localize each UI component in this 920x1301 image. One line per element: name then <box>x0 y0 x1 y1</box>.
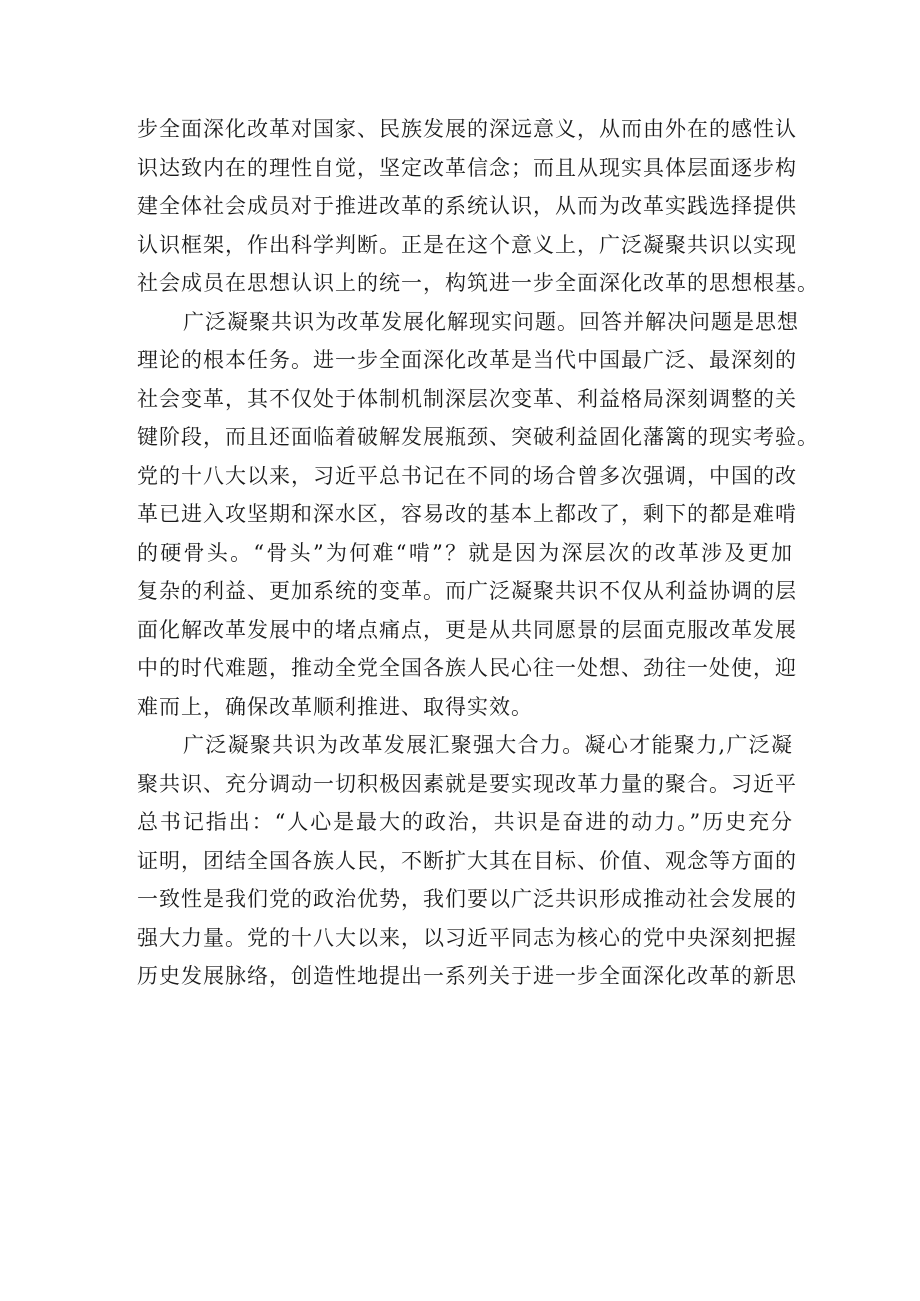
text-line: 中的时代难题，推动全党全国各族人民心往一处想、劲往一处使，迎 <box>137 656 797 680</box>
text-line: 革已进入攻坚期和深水区，容易改的基本上都改了，剩下的都是难啃 <box>137 502 797 526</box>
text-line: 聚共识、充分调动一切积极因素就是要实现改革力量的聚合。习近平 <box>137 771 797 796</box>
text-line: 键阶段，而且还面临着破解发展瓶颈、突破利益固化藩篱的现实考验。 <box>137 425 819 449</box>
text-line: 理论的根本任务。进一步全面深化改革是当代中国最广泛、最深刻的 <box>137 348 797 372</box>
text-line: 难而上，确保改革顺利推进、取得实效。 <box>137 694 533 719</box>
text-line: 总书记指出：“人心是最大的政治，共识是奋进的动力。”历史充分 <box>137 810 793 834</box>
text-line: 强大力量。党的十八大以来，以习近平同志为核心的党中央深刻把握 <box>137 925 797 950</box>
text-line: 证明，团结全国各族人民，不断扩大其在目标、价值、观念等方面的 <box>137 848 797 873</box>
text-line: 步全面深化改革对国家、民族发展的深远意义，从而由外在的感性认 <box>137 117 797 141</box>
text-line: 建全体社会成员对于推进改革的系统认识，从而为改革实践选择提供 <box>137 194 797 218</box>
text-line: 社会变革，其不仅处于体制机制深层次变革、利益格局深刻调整的关 <box>137 386 797 411</box>
paragraph-1 <box>137 110 819 303</box>
paragraph-3 <box>137 726 797 996</box>
text-line: 社会成员在思想认识上的统一，构筑进一步全面深化改革的思想根基。 <box>137 271 819 295</box>
text-line: 历史发展脉络，创造性地提出一系列关于进一步全面深化改革的新思 <box>137 964 797 988</box>
text-line: 识达致内在的理性自觉，坚定改革信念；而且从现实具体层面逐步构 <box>137 155 797 180</box>
paragraph-2 <box>137 303 819 727</box>
text-line: 复杂的利益、更加系统的变革。而广泛凝聚共识不仅从利益协调的层 <box>137 579 797 603</box>
document-body <box>137 110 819 996</box>
text-line: 面化解改革发展中的堵点痛点，更是从共同愿景的层面克服改革发展 <box>137 617 797 642</box>
text-line: 一致性是我们党的政治优势，我们要以广泛共识形成推动社会发展的 <box>137 887 797 911</box>
text-line: 的硬骨头。“骨头”为何难“啃”？就是因为深层次的改革涉及更加 <box>137 540 793 565</box>
text-line: 认识框架，作出科学判断。正是在这个意义上，广泛凝聚共识以实现 <box>137 232 797 257</box>
text-line: 广泛凝聚共识为改革发展汇聚强大合力。凝心才能聚力,广泛凝 <box>183 733 793 757</box>
text-line: 党的十八大以来，习近平总书记在不同的场合曾多次强调，中国的改 <box>137 463 797 488</box>
text-line: 广泛凝聚共识为改革发展化解现实问题。回答并解决问题是思想 <box>183 309 799 334</box>
